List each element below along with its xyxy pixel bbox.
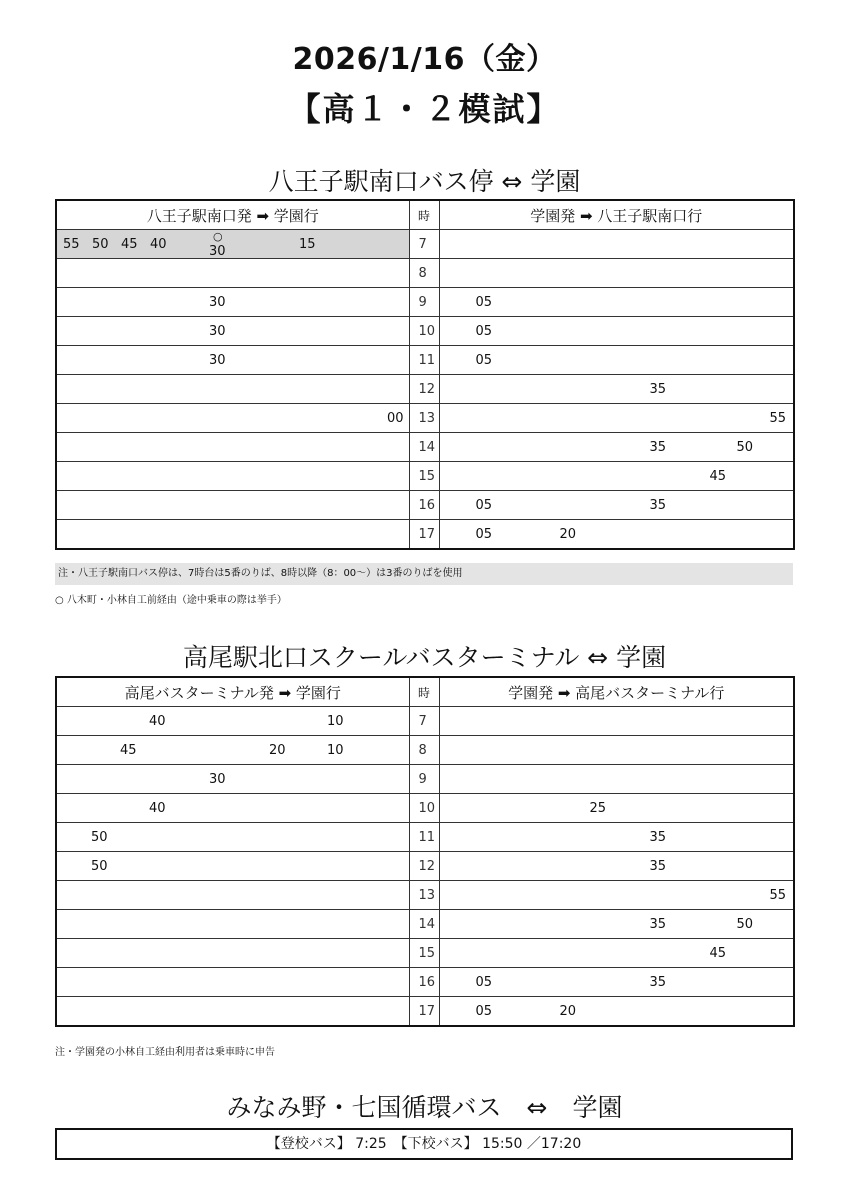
departure-minute: 05 (475, 527, 493, 542)
departure-minute: 45 (121, 237, 138, 252)
departure-minute: 55 (769, 888, 787, 903)
departure-minute: 50 (91, 830, 108, 845)
section2-departures-from-school (439, 881, 794, 910)
departure-minute: 30 (209, 772, 226, 787)
section3-title: みなみ野・七国循環バス ⇔ 学園 (226, 1093, 623, 1122)
section1-departures-to-school (56, 230, 409, 259)
departure-minute: 15 (299, 237, 316, 252)
departure-minute: 20 (269, 743, 286, 758)
section1-col-left: 八王子駅南口発 ➡ 学園行 (56, 200, 409, 230)
section2-hour-label: 10 (409, 794, 439, 823)
section2-row-hour-13 (56, 881, 794, 910)
departure-minute: 35 (649, 975, 667, 990)
section2-row-hour-7 (56, 707, 794, 736)
section1-row-hour-11 (56, 346, 794, 375)
departure-minute: 05 (475, 324, 493, 339)
section1-departures-from-school (439, 433, 794, 462)
section2-row-hour-9 (56, 765, 794, 794)
section1-hour-label: 9 (409, 288, 439, 317)
section2-departures-from-school (439, 852, 794, 881)
section1-departures-from-school (439, 404, 794, 433)
section1-row-hour-14 (56, 433, 794, 462)
departure-minute: 35 (649, 859, 667, 874)
section1-departures-from-school (439, 288, 794, 317)
section1-row-hour-9 (56, 288, 794, 317)
section2-row-hour-10 (56, 794, 794, 823)
section1-hour-label: 16 (409, 491, 439, 520)
section2-departures-to-school (56, 823, 409, 852)
route-circle-marker: ○ (213, 230, 223, 243)
section1-hour-label: 13 (409, 404, 439, 433)
section1-departures-to-school (56, 462, 409, 491)
departure-minute: 20 (559, 1004, 577, 1019)
section2-departures-from-school (439, 736, 794, 765)
section1-hour-label: 15 (409, 462, 439, 491)
section2-hour-label: 9 (409, 765, 439, 794)
departure-minute: 05 (475, 353, 493, 368)
section1-row-hour-12 (56, 375, 794, 404)
section1-note-platform: 注・八王子駅南口バス停は、7時台は5番のりば、8時以降（8：00～）は3番のりばを使用 (55, 563, 793, 585)
section2-departures-to-school (56, 736, 409, 765)
section2-hour-label: 16 (409, 968, 439, 997)
section1-departures-to-school (56, 259, 409, 288)
section3-schedule-summary: 【登校バス】 7:25 【下校バス】 15:50 ／17:20 (55, 1128, 793, 1160)
section1-departures-from-school (439, 462, 794, 491)
departure-minute: 25 (589, 801, 607, 816)
departure-minute: 20 (559, 527, 577, 542)
section1-departures-from-school (439, 259, 794, 288)
section1-hour-label: 17 (409, 520, 439, 550)
page-date: 2026/1/16（金） (292, 42, 557, 77)
departure-minute: 55 (769, 411, 787, 426)
section1-hour-label: 12 (409, 375, 439, 404)
section2-hour-label: 15 (409, 939, 439, 968)
departure-minute: 40 (150, 237, 167, 252)
departure-minute: 45 (709, 946, 727, 961)
section2-col-right: 学園発 ➡ 高尾バスターミナル行 (439, 677, 794, 707)
section2-departures-from-school (439, 823, 794, 852)
section2-hour-label: 7 (409, 707, 439, 736)
departure-minute: 40 (149, 714, 166, 729)
section1-departures-to-school (56, 520, 409, 550)
section2-departures-to-school (56, 765, 409, 794)
section2-hour-label: 11 (409, 823, 439, 852)
section1-departures-to-school (56, 433, 409, 462)
departure-minute: 30 (209, 324, 226, 339)
section2-departures-to-school (56, 910, 409, 939)
departure-minute: 40 (149, 801, 166, 816)
section2-departures-from-school (439, 910, 794, 939)
departure-minute: 50 (736, 917, 754, 932)
section2-departures-to-school (56, 707, 409, 736)
departure-minute: 50 (736, 440, 754, 455)
page-exam-title: 【高１・２模試】 (288, 90, 561, 128)
section1-departures-to-school (56, 491, 409, 520)
section1-row-hour-15 (56, 462, 794, 491)
departure-minute: 00 (387, 411, 404, 426)
departure-minute: 30 (209, 353, 226, 368)
section2-row-hour-16 (56, 968, 794, 997)
section1-row-hour-16 (56, 491, 794, 520)
departure-minute: 05 (475, 1004, 493, 1019)
section1-departures-from-school (439, 346, 794, 375)
section2-hour-label: 14 (409, 910, 439, 939)
section1-title: 八王子駅南口バス停 ⇔ 学園 (268, 167, 581, 196)
section1-departures-to-school (56, 317, 409, 346)
section2-timetable (55, 676, 795, 1027)
section1-departures-to-school (56, 346, 409, 375)
section2-departures-to-school (56, 794, 409, 823)
section1-timetable (55, 199, 795, 550)
departure-minute: 35 (649, 917, 667, 932)
section2-col-left: 高尾バスターミナル発 ➡ 学園行 (56, 677, 409, 707)
departure-minute: 05 (475, 498, 493, 513)
departure-minute: 10 (327, 714, 344, 729)
section1-note-route: ○ 八木町・小林自工前経由（途中乗車の際は挙手） (55, 595, 287, 606)
section1-departures-from-school (439, 317, 794, 346)
section1-departures-from-school (439, 375, 794, 404)
departure-minute: 50 (92, 237, 109, 252)
section1-departures-from-school (439, 520, 794, 550)
section1-departures-from-school (439, 230, 794, 259)
departure-minute: 05 (475, 975, 493, 990)
section2-departures-to-school (56, 939, 409, 968)
section2-row-hour-17 (56, 997, 794, 1027)
section1-hour-label: 8 (409, 259, 439, 288)
section1-col-hour: 時 (409, 200, 439, 230)
section2-departures-from-school (439, 707, 794, 736)
section1-row-hour-13 (56, 404, 794, 433)
section1-hour-label: 14 (409, 433, 439, 462)
departure-minute: 10 (327, 743, 344, 758)
departure-minute: 35 (649, 830, 667, 845)
section2-departures-to-school (56, 997, 409, 1027)
section2-row-hour-15 (56, 939, 794, 968)
departure-minute: 35 (649, 440, 667, 455)
section1-row-hour-8 (56, 259, 794, 288)
section2-hour-label: 13 (409, 881, 439, 910)
section1-departures-from-school (439, 491, 794, 520)
section2-row-hour-11 (56, 823, 794, 852)
section2-title: 高尾駅北口スクールバスターミナル ⇔ 学園 (182, 643, 667, 672)
section1-departures-to-school (56, 288, 409, 317)
section1-col-right: 学園発 ➡ 八王子駅南口行 (439, 200, 794, 230)
departure-minute: 45 (120, 743, 137, 758)
section2-note: 注・学園発の小林自工経由利用者は乗車時に申告 (55, 1047, 275, 1058)
section2-hour-label: 12 (409, 852, 439, 881)
departure-minute: 35 (649, 382, 667, 397)
section1-hour-label: 11 (409, 346, 439, 375)
section1-hour-label: 10 (409, 317, 439, 346)
section2-departures-to-school (56, 968, 409, 997)
departure-minute: 35 (649, 498, 667, 513)
section1-row-hour-17 (56, 520, 794, 550)
departure-minute: 45 (709, 469, 727, 484)
section2-departures-from-school (439, 997, 794, 1027)
section1-row-hour-10 (56, 317, 794, 346)
section2-row-hour-14 (56, 910, 794, 939)
section1-hour-label: 7 (409, 230, 439, 259)
section1-departures-to-school (56, 375, 409, 404)
section2-col-hour: 時 (409, 677, 439, 707)
section2-hour-label: 17 (409, 997, 439, 1027)
departure-minute: 30 (209, 244, 226, 259)
section2-row-hour-12 (56, 852, 794, 881)
departure-minute: 50 (91, 859, 108, 874)
section2-departures-to-school (56, 881, 409, 910)
section2-departures-from-school (439, 968, 794, 997)
section2-departures-to-school (56, 852, 409, 881)
section2-hour-label: 8 (409, 736, 439, 765)
section1-row-hour-7 (56, 230, 794, 259)
departure-minute: 05 (475, 295, 493, 310)
departure-minute: 55 (63, 237, 80, 252)
section2-row-hour-8 (56, 736, 794, 765)
section1-departures-to-school (56, 404, 409, 433)
section2-departures-from-school (439, 794, 794, 823)
section2-departures-from-school (439, 939, 794, 968)
section2-departures-from-school (439, 765, 794, 794)
departure-minute: 30 (209, 295, 226, 310)
